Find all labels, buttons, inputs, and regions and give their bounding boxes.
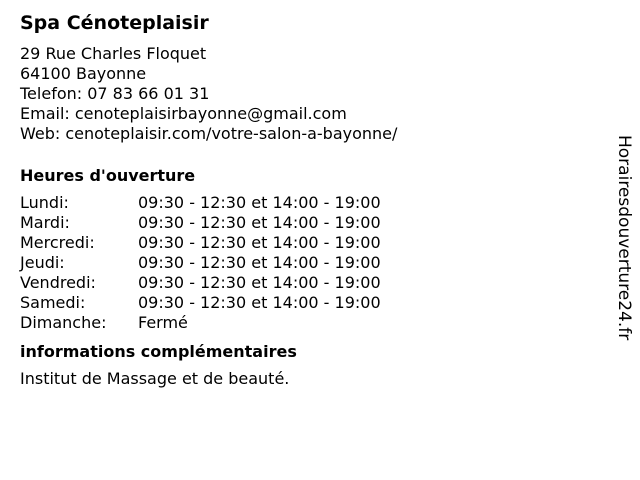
hours-heading: Heures d'ouverture: [20, 166, 196, 185]
day-label: Mercredi:: [20, 233, 95, 252]
day-hours: 09:30 - 12:30 et 14:00 - 19:00: [138, 253, 381, 272]
day-label: Mardi:: [20, 213, 70, 232]
opening-hours-table: [20, 193, 600, 333]
email-line: Email: cenoteplaisirbayonne@gmail.com: [20, 104, 347, 123]
day-hours: 09:30 - 12:30 et 14:00 - 19:00: [138, 213, 381, 232]
side-brand-label: Horairesdouverture24.fr: [614, 135, 634, 341]
day-hours: 09:30 - 12:30 et 14:00 - 19:00: [138, 293, 381, 312]
day-label: Lundi:: [20, 193, 69, 212]
business-card: [20, 10, 600, 389]
hours-row-friday: [20, 273, 600, 293]
day-hours: 09:30 - 12:30 et 14:00 - 19:00: [138, 273, 381, 292]
contact-block: [20, 44, 600, 144]
hours-row-wednesday: [20, 233, 600, 253]
phone-line: Telefon: 07 83 66 01 31: [20, 84, 210, 103]
hours-row-tuesday: [20, 213, 600, 233]
day-label: Dimanche:: [20, 313, 107, 332]
hours-row-thursday: [20, 253, 600, 273]
info-heading: informations complémentaires: [20, 342, 297, 361]
address-street: 29 Rue Charles Floquet: [20, 44, 207, 63]
hours-row-monday: [20, 193, 600, 213]
business-name: Spa Cénoteplaisir: [20, 12, 209, 34]
hours-row-saturday: [20, 293, 600, 313]
day-label: Samedi:: [20, 293, 86, 312]
day-label: Jeudi:: [20, 253, 65, 272]
info-text: Institut de Massage et de beauté.: [20, 369, 290, 388]
web-line: Web: cenoteplaisir.com/votre-salon-a-bayonne/: [20, 124, 398, 143]
day-hours: 09:30 - 12:30 et 14:00 - 19:00: [138, 233, 381, 252]
address-city: 64100 Bayonne: [20, 64, 147, 83]
hours-row-sunday: [20, 313, 600, 333]
day-hours: 09:30 - 12:30 et 14:00 - 19:00: [138, 193, 381, 212]
day-label: Vendredi:: [20, 273, 96, 292]
day-hours: Fermé: [138, 313, 188, 332]
